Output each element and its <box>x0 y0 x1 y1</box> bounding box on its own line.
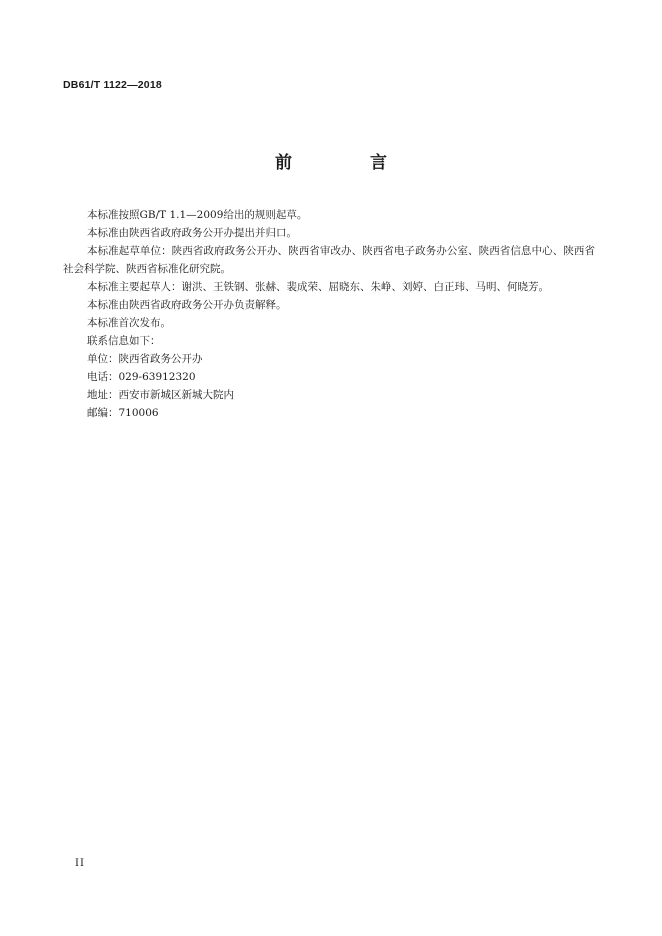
paragraph-contact-unit: 单位：陕西省政务公开办 <box>87 353 203 365</box>
document-code: DB61/T 1122—2018 <box>63 79 162 91</box>
page-title: 前 言 <box>275 153 423 173</box>
paragraph-contact-postcode: 邮编：710006 <box>87 407 159 419</box>
page-number: II <box>75 858 85 869</box>
paragraph-proposer: 本标准由陕西省政府政务公开办提出并归口。 <box>87 227 297 239</box>
paragraph-contact-phone: 电话：029-63912320 <box>87 371 196 383</box>
foreword-body <box>63 206 595 422</box>
paragraph-contact-address: 地址：西安市新城区新城大院内 <box>87 389 234 401</box>
paragraph-contact-intro: 联系信息如下： <box>87 335 161 347</box>
paragraph-drafting-units: 本标准起草单位：陕西省政府政务公开办、陕西省审改办、陕西省电子政务办公室、陕西省信息中心、陕西省社会科学院、陕西省标准化研究院。 <box>63 245 595 275</box>
paragraph-drafters: 本标准主要起草人：谢洪、王铁钢、张赫、裴成荣、屈晓东、朱峥、刘婷、白正玮、马明、何晓芳。 <box>87 281 549 293</box>
paragraph-drafting-rules: 本标准按照GB/T 1.1—2009给出的规则起草。 <box>87 209 308 221</box>
paragraph-first-release: 本标准首次发布。 <box>87 317 171 329</box>
paragraph-interpretation: 本标准由陕西省政府政务公开办负责解释。 <box>87 299 287 311</box>
